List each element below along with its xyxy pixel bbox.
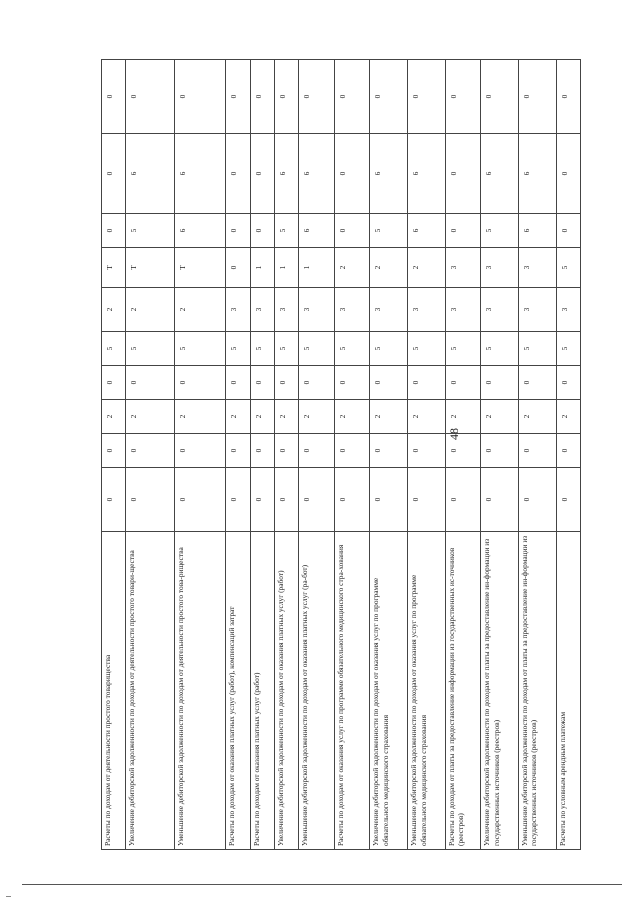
row-label: Увеличение дебиторской задолженности по доходам от платы за предоставление ин-формации из государственных источников (реестров) [481, 532, 519, 850]
table-row [226, 60, 250, 850]
code-cell: 2 [175, 288, 226, 332]
code-cell: 0 [481, 468, 519, 532]
code-cell: 5 [518, 332, 556, 366]
code-cell: 0 [126, 60, 175, 134]
code-cell: 0 [518, 366, 556, 400]
row-label: Расчеты по доходам от оказания платных услуг (работ), компенсаций затрат [226, 532, 250, 850]
code-cell: 0 [226, 134, 250, 214]
code-cell: 5 [226, 332, 250, 366]
code-cell: Т [126, 248, 175, 288]
code-cell: 6 [126, 134, 175, 214]
code-cell: 0 [481, 366, 519, 400]
code-cell: 2 [370, 400, 408, 434]
code-cell: 0 [102, 60, 126, 134]
table-row [250, 60, 274, 850]
row-label: Уменьшение дебиторской задолженности по доходам от оказания платных услуг (ра-бот) [299, 532, 334, 850]
code-cell: 0 [518, 60, 556, 134]
code-cell: 0 [445, 468, 480, 532]
code-cell: 0 [407, 60, 445, 134]
code-cell: 3 [370, 288, 408, 332]
row-label: Уменьшение дебиторской задолженности по доходам от платы за предоставление ин-формации из государственных источников (реестров) [518, 532, 556, 850]
code-cell: 0 [445, 60, 480, 134]
code-cell: 0 [102, 468, 126, 532]
code-cell: 0 [334, 134, 369, 214]
row-label: Уменьшение дебиторской задолженности по доходам от оказания услуг по программе обязательного медицинского страхования [407, 532, 445, 850]
code-cell: 0 [481, 60, 519, 134]
code-cell: 0 [102, 366, 126, 400]
code-cell: 2 [102, 288, 126, 332]
code-cell: 0 [370, 60, 408, 134]
code-cell: 2 [556, 400, 581, 434]
table-row [334, 60, 369, 850]
code-cell: 0 [445, 214, 480, 248]
code-cell: 0 [274, 60, 298, 134]
code-cell: 0 [226, 434, 250, 468]
code-cell: 3 [274, 288, 298, 332]
code-cell: 0 [556, 434, 581, 468]
code-cell: 5 [126, 214, 175, 248]
code-cell: 5 [274, 332, 298, 366]
code-cell: 0 [481, 434, 519, 468]
code-cell: 6 [299, 214, 334, 248]
code-cell: 0 [334, 468, 369, 532]
code-cell: 0 [250, 366, 274, 400]
code-cell: 0 [334, 214, 369, 248]
code-cell: 5 [126, 332, 175, 366]
code-cell: 3 [250, 288, 274, 332]
code-cell: 0 [226, 248, 250, 288]
row-label: Увеличение дебиторской задолженности по доходам от деятельности простого товари-щества [126, 532, 175, 850]
code-cell: 0 [518, 468, 556, 532]
code-cell: 0 [274, 366, 298, 400]
code-cell: 2 [370, 248, 408, 288]
code-cell: 3 [518, 248, 556, 288]
code-cell: 6 [299, 134, 334, 214]
code-cell: 0 [126, 366, 175, 400]
code-cell: 0 [299, 366, 334, 400]
code-cell: 2 [126, 288, 175, 332]
row-label: Расчеты по доходам от оказания платных услуг (работ) [250, 532, 274, 850]
code-cell: 0 [407, 434, 445, 468]
table-row [481, 60, 519, 850]
table-row [102, 60, 126, 850]
code-cell: 2 [334, 400, 369, 434]
code-cell: 6 [518, 134, 556, 214]
code-cell: 2 [250, 400, 274, 434]
code-cell: 6 [274, 134, 298, 214]
code-cell: 0 [407, 468, 445, 532]
table-row [445, 60, 480, 850]
code-cell: 0 [126, 434, 175, 468]
table-row [518, 60, 556, 850]
code-cell: 0 [250, 434, 274, 468]
code-cell: 2 [481, 400, 519, 434]
code-cell: 2 [407, 400, 445, 434]
code-cell: 3 [518, 288, 556, 332]
row-label: Уменьшение дебиторской задолженности по доходам от деятельности простого това-рищества [175, 532, 226, 850]
code-cell: 3 [334, 288, 369, 332]
code-cell: 2 [299, 400, 334, 434]
scan-mark [6, 896, 11, 897]
code-cell: 5 [556, 332, 581, 366]
code-cell: 0 [226, 366, 250, 400]
code-cell: 0 [175, 60, 226, 134]
code-cell: 0 [226, 468, 250, 532]
code-cell: 0 [226, 60, 250, 134]
table-row [370, 60, 408, 850]
code-cell: 0 [334, 366, 369, 400]
code-cell: 5 [274, 214, 298, 248]
code-cell: 5 [102, 332, 126, 366]
code-cell: 0 [445, 434, 480, 468]
code-cell: 5 [370, 332, 408, 366]
row-label: Расчеты по доходам от оказания услуг по программе обязательного медицинского стра-хования [334, 532, 369, 850]
code-cell: 5 [556, 248, 581, 288]
code-cell: 0 [518, 434, 556, 468]
code-cell: 3 [445, 288, 480, 332]
code-cell: 2 [226, 400, 250, 434]
code-cell: Т [102, 248, 126, 288]
row-label: Увеличение дебиторской задолженности по доходам от оказания услуг по программе обязательного медицинского страхования [370, 532, 408, 850]
code-cell: 6 [175, 214, 226, 248]
code-cell: 0 [250, 214, 274, 248]
code-cell: 0 [407, 366, 445, 400]
code-cell: 5 [445, 332, 480, 366]
code-cell: 0 [274, 468, 298, 532]
code-cell: 0 [334, 60, 369, 134]
code-cell: 0 [370, 468, 408, 532]
table-row [299, 60, 334, 850]
code-cell: 0 [299, 468, 334, 532]
code-cell: 0 [370, 366, 408, 400]
table-body [102, 60, 581, 850]
code-cell: 5 [481, 332, 519, 366]
code-cell: 1 [274, 248, 298, 288]
code-cell: 0 [126, 468, 175, 532]
code-cell: 5 [481, 214, 519, 248]
code-cell: 5 [407, 332, 445, 366]
code-cell: 5 [370, 214, 408, 248]
code-cell: 3 [556, 288, 581, 332]
code-cell: 0 [102, 434, 126, 468]
code-cell: 2 [445, 400, 480, 434]
code-cell: 5 [175, 332, 226, 366]
code-cell: 0 [556, 60, 581, 134]
code-cell: 0 [175, 366, 226, 400]
code-cell: Т [175, 248, 226, 288]
code-cell: 5 [250, 332, 274, 366]
code-cell: 2 [407, 248, 445, 288]
table-row [556, 60, 581, 850]
row-label: Расчеты по доходам от платы за предоставление информации из государственных ис-точников (реестров) [445, 532, 480, 850]
code-cell: 2 [126, 400, 175, 434]
table-row [126, 60, 175, 850]
code-cell: 2 [518, 400, 556, 434]
code-cell: 0 [250, 134, 274, 214]
code-cell: 1 [299, 248, 334, 288]
code-cell: 3 [481, 248, 519, 288]
code-cell: 2 [334, 248, 369, 288]
rotated-table-container [101, 60, 581, 850]
code-cell: 0 [102, 134, 126, 214]
row-label: Расчеты по доходам от деятельности простого товарищества [102, 532, 126, 850]
page-number: 48 [447, 428, 461, 440]
code-cell: 0 [226, 214, 250, 248]
code-cell: 0 [556, 134, 581, 214]
table-row [407, 60, 445, 850]
code-cell: 6 [175, 134, 226, 214]
code-cell: 0 [274, 434, 298, 468]
code-cell: 0 [445, 134, 480, 214]
table-row [274, 60, 298, 850]
code-cell: 3 [445, 248, 480, 288]
code-cell: 0 [556, 468, 581, 532]
code-cell: 3 [299, 288, 334, 332]
code-cell: 2 [175, 400, 226, 434]
code-cell: 0 [370, 434, 408, 468]
code-cell: 5 [334, 332, 369, 366]
code-cell: 0 [175, 434, 226, 468]
code-cell: 0 [445, 366, 480, 400]
code-cell: 3 [407, 288, 445, 332]
code-cell: 6 [407, 134, 445, 214]
code-cell: 0 [556, 366, 581, 400]
code-cell: 0 [299, 434, 334, 468]
code-cell: 5 [299, 332, 334, 366]
accounts-table [101, 59, 581, 850]
row-label: Увеличение дебиторской задолженности по доходам от оказания платных услуг (работ) [274, 532, 298, 850]
code-cell: 0 [102, 214, 126, 248]
code-cell: 6 [518, 214, 556, 248]
code-cell: 6 [370, 134, 408, 214]
code-cell: 3 [481, 288, 519, 332]
row-label: Расчеты по условным арендным платежам [556, 532, 581, 850]
code-cell: 0 [334, 434, 369, 468]
code-cell: 6 [407, 214, 445, 248]
code-cell: 0 [250, 468, 274, 532]
code-cell: 0 [175, 468, 226, 532]
code-cell: 6 [481, 134, 519, 214]
page-bottom-rule [22, 884, 622, 885]
code-cell: 0 [556, 214, 581, 248]
code-cell: 2 [274, 400, 298, 434]
code-cell: 0 [299, 60, 334, 134]
code-cell: 2 [102, 400, 126, 434]
code-cell: 1 [250, 248, 274, 288]
code-cell: 0 [250, 60, 274, 134]
code-cell: 3 [226, 288, 250, 332]
table-row [175, 60, 226, 850]
